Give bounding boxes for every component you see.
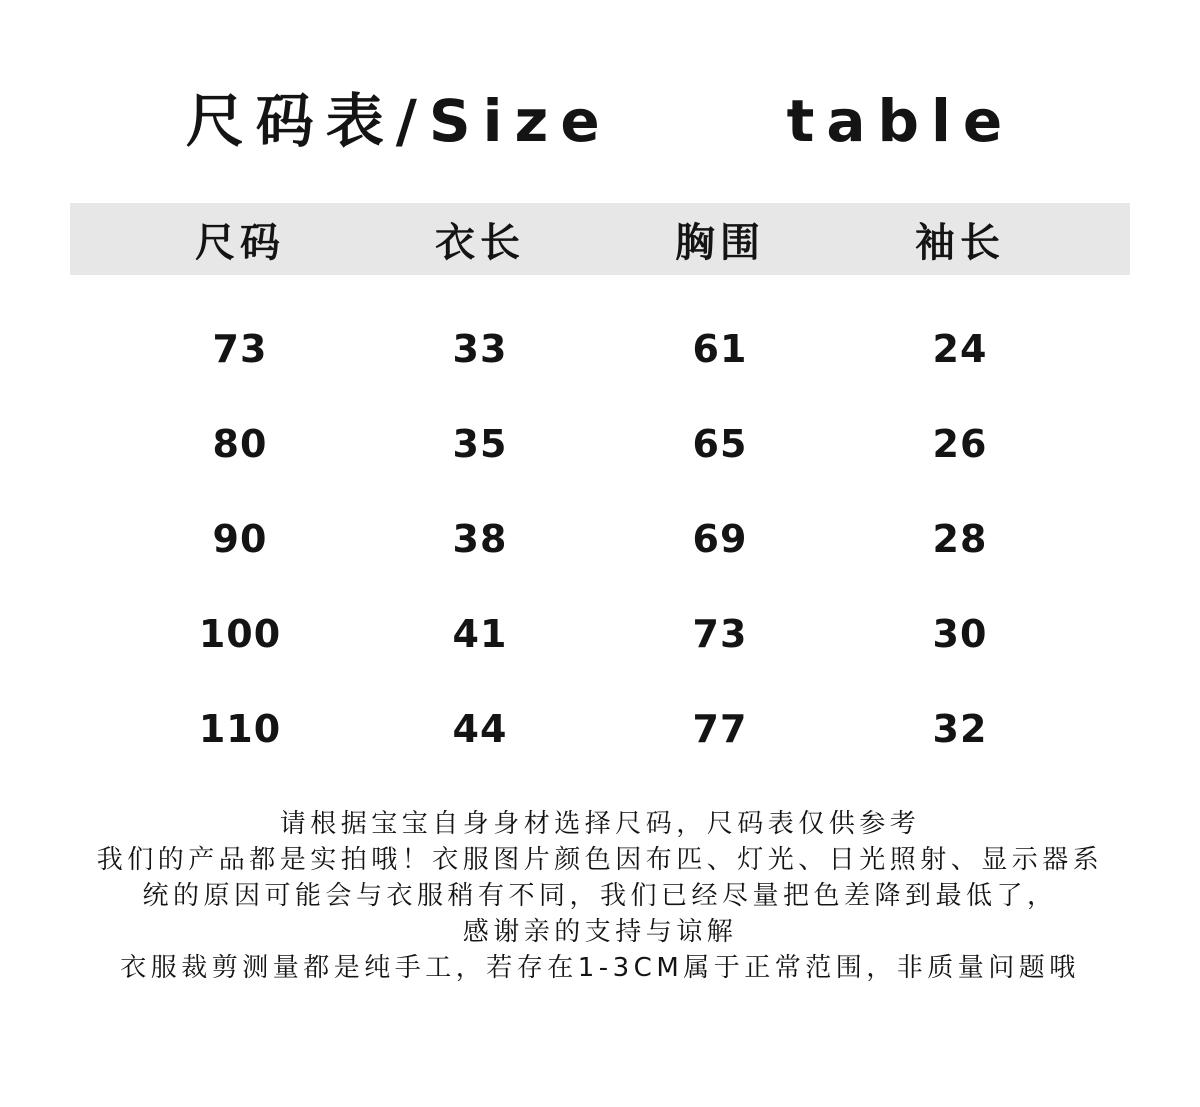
- cell-length: 44: [452, 706, 508, 751]
- cell-chest: 69: [692, 516, 748, 561]
- cell-size: 80: [212, 421, 268, 466]
- page-title: [0, 74, 1200, 158]
- page-title-main: 尺码表/Size: [185, 87, 612, 155]
- page-title-suffix: table: [786, 87, 1015, 155]
- column-header-length: 衣长: [435, 219, 525, 266]
- cell-chest: 61: [692, 326, 748, 371]
- cell-size: 100: [198, 611, 282, 656]
- note-line-4: 感谢亲的支持与谅解: [462, 917, 738, 947]
- note-line-3: 统的原因可能会与衣服稍有不同，我们已经尽量把色差降到最低了，: [142, 881, 1058, 911]
- column-header-sleeve: 袖长: [915, 219, 1005, 266]
- cell-length: 33: [452, 326, 508, 371]
- note-line-2: 我们的产品都是实拍哦！衣服图片颜色因布匹、灯光、日光照射、显示器系: [96, 845, 1104, 875]
- cell-chest: 77: [692, 706, 748, 751]
- cell-length: 38: [452, 516, 508, 561]
- size-table-body: [70, 301, 1130, 776]
- column-header-size: 尺码: [195, 219, 285, 266]
- disclaimer-notes: [0, 806, 1200, 986]
- size-table: [70, 203, 1130, 776]
- size-table-header-row: [70, 203, 1130, 275]
- cell-sleeve: 28: [932, 516, 988, 561]
- cell-chest: 65: [692, 421, 748, 466]
- table-row: [70, 491, 1130, 586]
- cell-sleeve: 26: [932, 421, 988, 466]
- cell-size: 110: [198, 706, 282, 751]
- cell-sleeve: 30: [932, 611, 988, 656]
- table-row: [70, 301, 1130, 396]
- cell-sleeve: 32: [932, 706, 988, 751]
- cell-size: 90: [212, 516, 268, 561]
- cell-length: 41: [452, 611, 508, 656]
- table-row: [70, 681, 1130, 776]
- cell-length: 35: [452, 421, 508, 466]
- column-header-chest: 胸围: [675, 219, 765, 266]
- table-row: [70, 586, 1130, 681]
- table-row: [70, 396, 1130, 491]
- cell-size: 73: [212, 326, 268, 371]
- note-line-1: 请根据宝宝自身身材选择尺码，尺码表仅供参考: [279, 809, 921, 839]
- cell-chest: 73: [692, 611, 748, 656]
- cell-sleeve: 24: [932, 326, 988, 371]
- note-line-5: 衣服裁剪测量都是纯手工，若存在1-3CM属于正常范围，非质量问题哦: [120, 953, 1080, 983]
